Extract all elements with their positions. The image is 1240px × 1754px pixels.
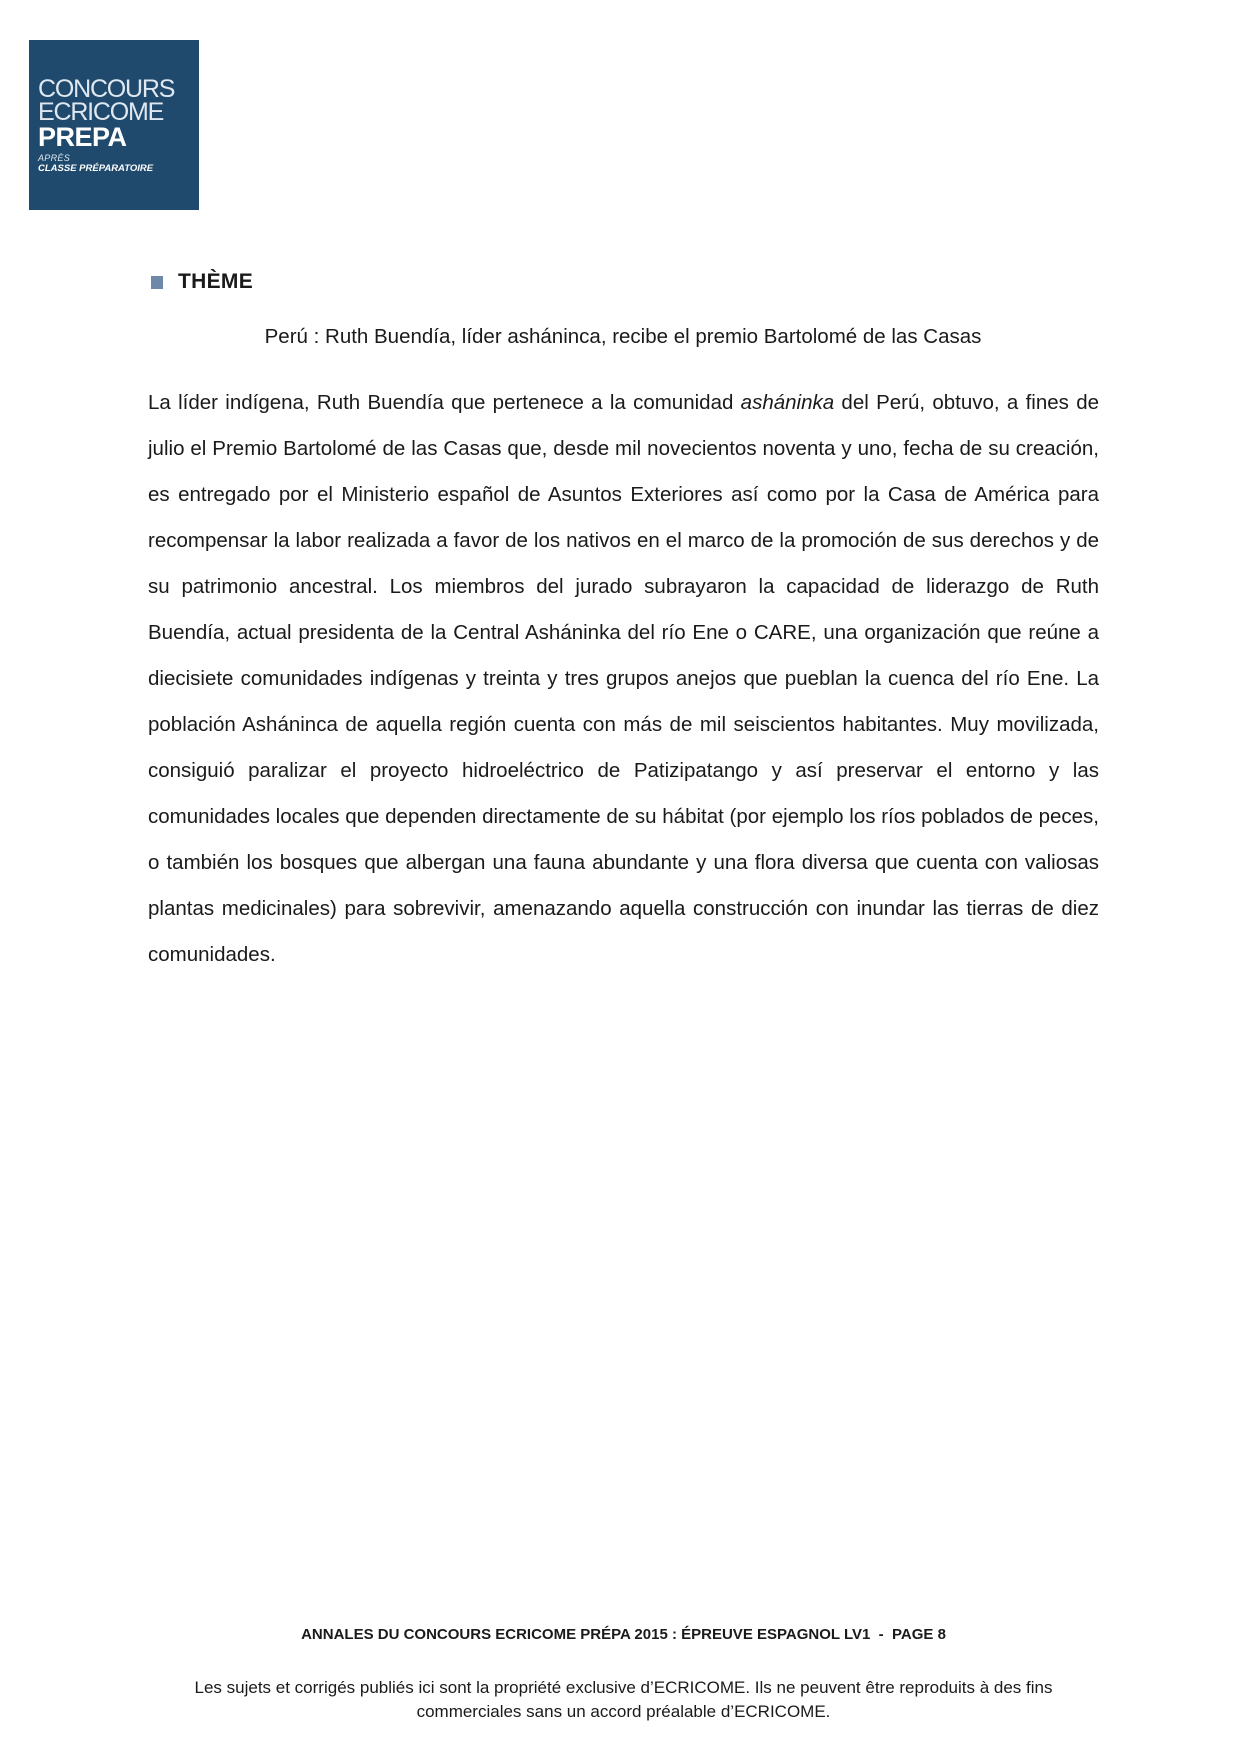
footer-title: ANNALES DU CONCOURS ECRICOME PRÉPA 2015 : ÉPREUVE ESPAGNOL LV1 - PAGE 8 [301, 1626, 946, 1643]
article-body-part-1: La líder indígena, Ruth Buendía que pertenece a la comunidad [148, 391, 741, 414]
logo-line-prepa: PREPA [38, 122, 127, 152]
logo-line-concours: CONCOURS [38, 75, 175, 103]
footer-copyright-notice: Les sujets et corrigés publiés ici sont la propriété exclusive d’ECRICOME. Ils ne peuvent être reproduits à des fins commerciales sans un accord préalable d’ECRICOME. [194, 1678, 1053, 1721]
article-title: Perú : Ruth Buendía, líder asháninca, recibe el premio Bartolomé de las Casas [264, 325, 982, 348]
section-heading-text: THÈME [178, 270, 253, 293]
section-heading [151, 268, 253, 296]
article-body-part-2: del Perú, obtuvo, a fines de julio el Premio Bartolomé de las Casas que, desde mil novecientos noventa y uno, fecha de su creación, es entregado por el Ministerio español de Asuntos Exteriores así como por la Casa de América para recompensar la labor realizada a favor de los nativos en el marco de la promoción de sus derechos y de su patrimonio ancestral. Los miembros del jurado subrayaron la capacidad de liderazgo de Ruth Buendía, actual presidenta de la Central Asháninka del río Ene o CARE, una organización que reúne a diecisiete comunidades indígenas y treinta y tres grupos anejos que pueblan la cuenca del río Ene. La población Asháninca de aquella región cuenta con más de mil seiscientos habitantes. Muy movilizada, consiguió paralizar el proyecto hidroeléctrico de Patizipatango y así preservar el entorno y las comunidades locales que dependen directamente de su hábitat (por ejemplo los ríos poblados de peces, o también los bosques que albergan una fauna abundante y una flora diversa que cuenta con valiosas plantas medicinales) para sobrevivir, amenazando aquella construcción con inundar las tierras de diez comunidades. [148, 391, 1099, 966]
square-bullet-icon [151, 276, 163, 289]
logo-line-classe-preparatoire: CLASSE PRÉPARATOIRE [38, 163, 154, 174]
article-body [148, 380, 1099, 978]
logo-line-apres: APRÈS [38, 153, 71, 163]
article-body-emphasis: asháninka [740, 391, 835, 414]
logo-line-ecricome: ECRICOME [38, 98, 164, 126]
ecricome-logo [29, 40, 199, 210]
